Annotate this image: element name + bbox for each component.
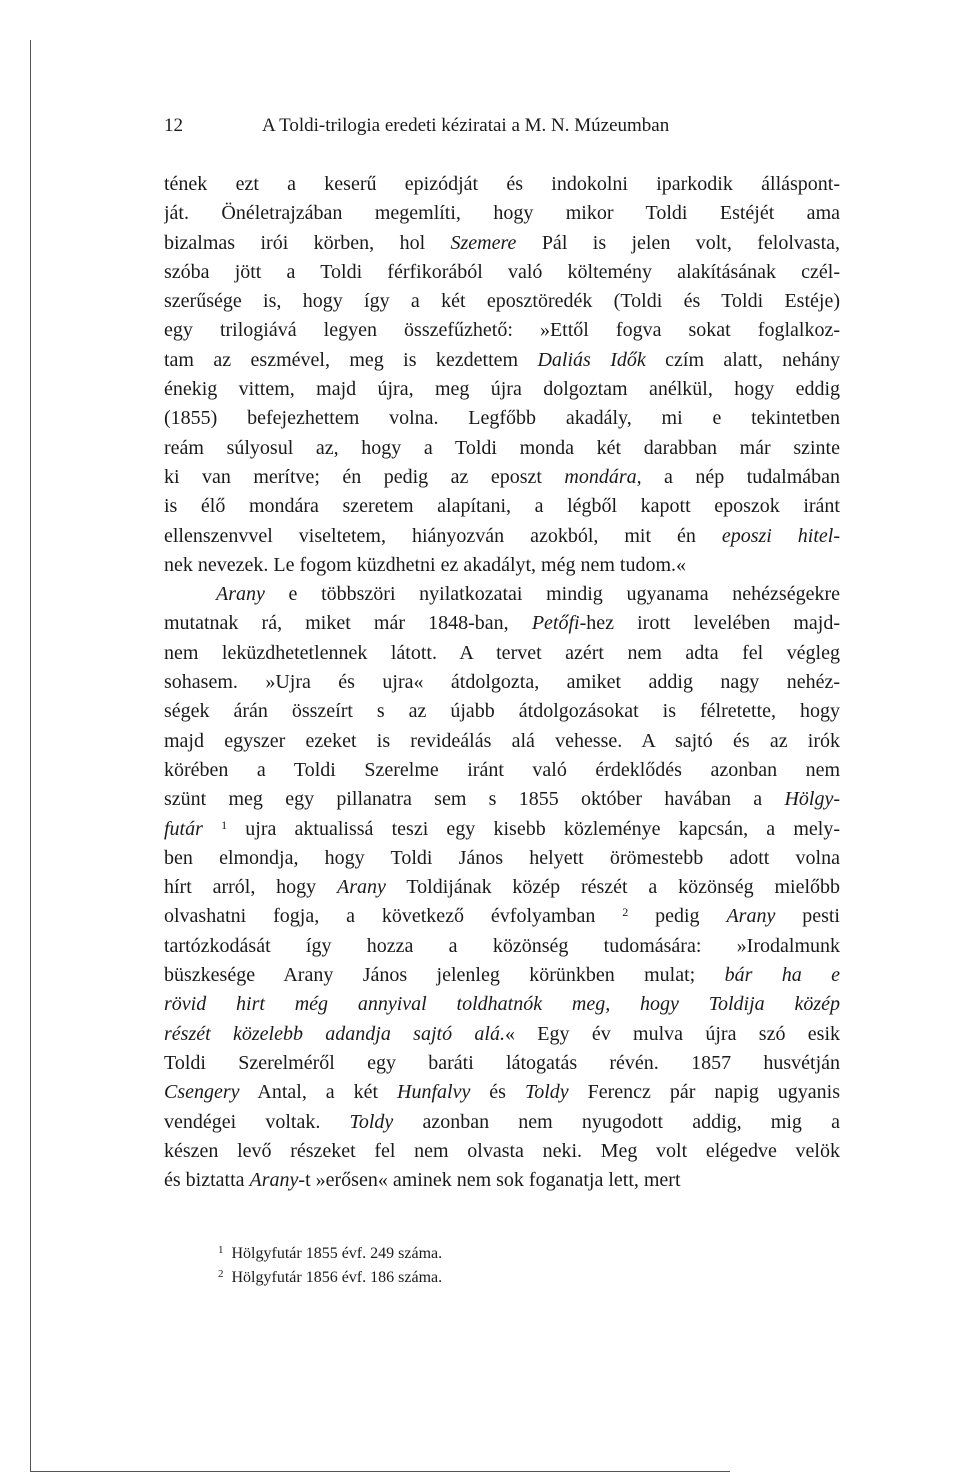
text-span: ellenszenvvel viseltetem, hiányozván azokból, mit én: [164, 524, 722, 547]
italic-text: Arany: [249, 1169, 299, 1192]
text-line: [164, 639, 840, 668]
text-line: [164, 1049, 840, 1078]
text-line: [164, 316, 840, 345]
text-line: [164, 932, 840, 961]
italic-text: Arany: [336, 876, 386, 899]
text-line: [164, 1166, 840, 1195]
text-span: nem leküzdhetetlennek látott. A tervet azért nem adta fel végleg: [164, 641, 840, 664]
text-span: szerűsége is, hogy így a két eposztöredék (Toldi és Toldi Estéje): [164, 290, 840, 313]
text-span: czím alatt, nehány: [645, 348, 840, 371]
footnote-ref: 1: [221, 817, 228, 832]
text-span: -hez irott levelében majd-: [579, 612, 840, 635]
italic-text: Toldy: [349, 1110, 394, 1133]
italic-text: Arany: [216, 583, 265, 606]
text-line: [164, 609, 840, 638]
text-line: [164, 785, 840, 814]
text-line: [164, 1078, 840, 1107]
footnote-mark: 1: [218, 1244, 224, 1256]
text-span: készen levő részeket fel nem olvasta neki. Meg volt elégedve velök: [164, 1139, 840, 1162]
text-line: [164, 522, 840, 551]
text-span: ben elmondja, hogy Toldi János helyett örömestebb adott volna: [164, 846, 840, 869]
text-span: és: [470, 1081, 525, 1104]
text-line: [164, 287, 840, 316]
text-line: [164, 551, 840, 580]
text-span: Toldi Szerelméről egy baráti látogatás révén. 1857 husvétján: [164, 1051, 840, 1074]
text-line: [164, 375, 840, 404]
text-span: egy trilogiává legyen összefűzhető: »Ettől fogva sokat foglalkoz-: [164, 319, 840, 342]
text-span: sohasem. »Ujra és ujra« átdolgozta, amiket addig nagy nehéz-: [164, 671, 840, 694]
text-span: e többszöri nyilatkozatai mindig ugyanama nehézségekre: [264, 583, 840, 606]
italic-text: Szemere: [450, 231, 517, 254]
footnote: [218, 1238, 638, 1262]
text-span: -t »erősen« aminek nem sok foganatja lett, mert: [298, 1169, 681, 1192]
italic-text: rövid hirt még annyival toldhatnók meg, hogy Toldija közép: [164, 993, 840, 1016]
text-span: tének ezt a keserű epizódját és indokolni iparkodik álláspont-: [164, 173, 840, 195]
text-line: [164, 727, 840, 756]
text-line: [164, 492, 840, 521]
text-span: ségek árán összeírt s az újabb átdolgozásokat is félretette, hogy: [164, 700, 840, 723]
text-span: hírt arról, hogy: [164, 876, 337, 899]
italic-text: Csengery: [164, 1081, 240, 1104]
text-span: tam az eszmével, meg is kezdettem: [164, 348, 538, 371]
text-line: [164, 844, 840, 873]
text-line: [164, 170, 840, 199]
italic-text: Toldy: [524, 1081, 569, 1104]
text-line: [164, 258, 840, 287]
italic-text: bár ha e: [724, 964, 840, 987]
footnote: [218, 1262, 638, 1286]
running-title: A Toldi-trilogia eredeti kéziratai a M. N. Múzeumban: [262, 115, 670, 136]
text-line: [164, 961, 840, 990]
text-span: mutatnak rá, miket már 1848-ban,: [164, 612, 532, 635]
text-span: nek nevezek. Le fogom küzdhetni ez akadályt, még nem tudom.«: [164, 553, 687, 576]
text-span: Antal, a két: [239, 1081, 398, 1104]
text-line: [164, 463, 840, 492]
text-span: is élő mondára szeretem alapítani, a légből kapott eposzok iránt: [164, 495, 840, 518]
text-line: [164, 902, 840, 931]
text-span: pesti: [775, 905, 840, 928]
text-span: énekig vittem, majd újra, meg újra dolgoztam anélkül, hogy eddig: [164, 378, 840, 401]
body-text: [164, 170, 840, 1195]
italic-text: Arany: [726, 905, 776, 928]
italic-text: futár: [164, 817, 203, 840]
text-span: bizalmas irói körben, hol: [164, 231, 451, 254]
text-line: [164, 697, 840, 726]
text-span: olvashatni fogja, a következő évfolyamban: [164, 905, 623, 928]
footnote-text: Hölgyfutár 1855 évf. 249 száma.: [231, 1245, 443, 1262]
italic-text: eposzi hitel-: [721, 524, 840, 547]
italic-text: részét közelebb adandja sajtó alá.: [164, 1022, 505, 1045]
text-span: (1855) befejezhettem volna. Legfőbb akadály, mi e tekintetben: [164, 407, 840, 430]
text-line: [164, 1020, 840, 1049]
footnote-ref: 2: [622, 905, 629, 920]
text-span: a nép tudalmában: [641, 465, 840, 488]
text-span: Ferencz pár napig ugyanis: [568, 1081, 840, 1104]
text-line: [164, 815, 840, 844]
text-line: [164, 434, 840, 463]
text-span: szóba jött a Toldi férfikorából való költemény alakításának czél-: [164, 260, 840, 283]
text-span: ujra aktualissá teszi egy kisebb közleménye kapcsán, a mely-: [227, 817, 840, 840]
footnote-text: Hölgyfutár 1856 évf. 186 száma.: [231, 1269, 443, 1286]
italic-text: Daliás Idők: [537, 348, 646, 371]
text-line: [164, 1108, 840, 1137]
text-span: pedig: [628, 905, 727, 928]
text-span: tartózkodását így hozza a közönség tudomására: »Irodalmunk: [164, 934, 840, 957]
text-line: [164, 404, 840, 433]
italic-text: mondára,: [564, 465, 642, 488]
page-edge-left: [30, 40, 31, 1472]
text-span: Pál is jelen volt, felolvasta,: [516, 231, 840, 254]
text-line: [164, 873, 840, 902]
italic-text: Hunfalvy: [397, 1081, 471, 1104]
text-span: azonban nem nyugodott addig, mig a: [393, 1110, 840, 1133]
page-number: 12: [164, 115, 183, 136]
text-line: [164, 580, 840, 609]
italic-text: Hölgy-: [784, 788, 840, 811]
italic-text: Petőfi: [531, 612, 580, 635]
text-span: Toldijának közép részét a közönség mielőbb: [385, 876, 840, 899]
text-line: [164, 756, 840, 785]
text-line: [164, 229, 840, 258]
text-span: körében a Toldi Szerelme iránt való érdeklődés azonban nem: [164, 758, 840, 781]
page-edge-bottom: [30, 1471, 730, 1472]
text-span: ki van merítve; én pedig az eposzt: [164, 465, 565, 488]
text-line: [164, 346, 840, 375]
text-span: majd egyszer ezeket is revideálás alá vehesse. A sajtó és az irók: [164, 729, 840, 752]
footnotes: [218, 1238, 638, 1286]
text-line: [164, 668, 840, 697]
text-span: és biztatta: [164, 1169, 250, 1192]
text-span: szünt meg egy pillanatra sem s 1855 október havában a: [164, 788, 785, 811]
text-span: reám súlyosul az, hogy a Toldi monda két darabban már szinte: [164, 436, 840, 459]
text-span: büszkesége Arany János jelenleg körünkben mulat;: [164, 964, 725, 987]
text-span: « Egy év mulva újra szó esik: [504, 1022, 840, 1045]
text-span: [203, 818, 221, 840]
text-line: [164, 1137, 840, 1166]
footnote-mark: 2: [218, 1268, 224, 1280]
text-span: vendégei voltak.: [164, 1110, 350, 1133]
text-line: [164, 990, 840, 1019]
text-line: [164, 199, 840, 228]
text-span: ját. Önéletrajzában megemlíti, hogy mikor Toldi Estéjét ama: [164, 202, 840, 225]
